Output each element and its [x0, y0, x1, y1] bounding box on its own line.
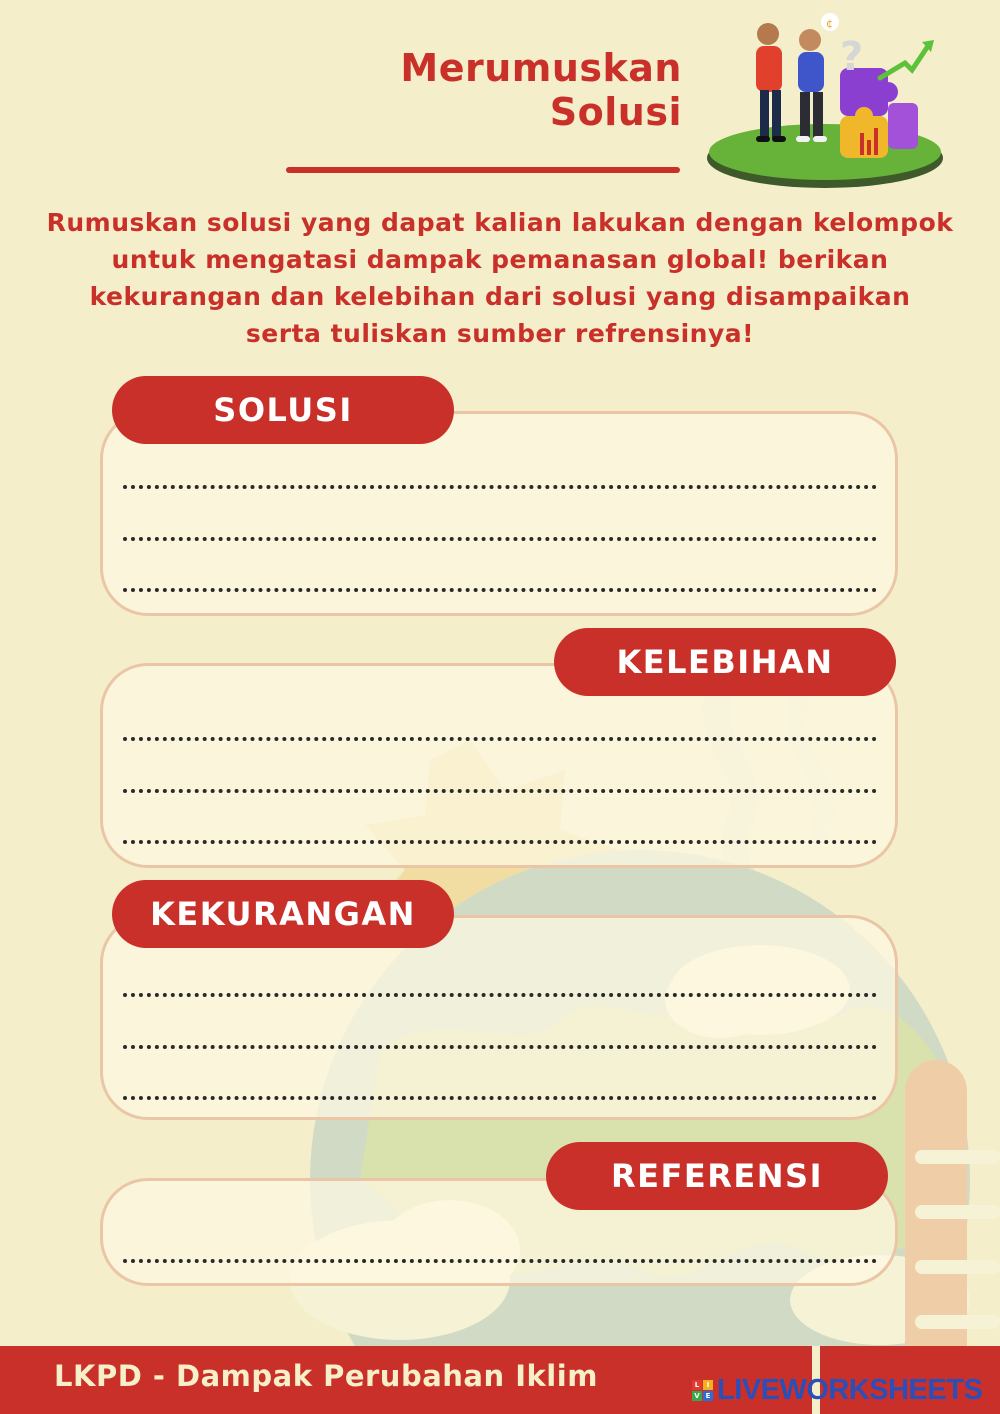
footer-text: LKPD - Dampak Perubahan Iklim — [54, 1359, 598, 1393]
kelebihan-answer-line-2[interactable] — [123, 789, 877, 793]
page-title — [400, 46, 682, 134]
svg-text:?: ? — [840, 34, 864, 80]
instructions — [40, 204, 960, 352]
kekurangan-label: KEKURANGAN — [112, 880, 454, 948]
liveworksheets-brand: LIVEWORKSHEETS — [717, 1374, 983, 1406]
kelebihan-answer-line-1[interactable] — [123, 737, 877, 741]
title-line-2: Solusi — [549, 90, 682, 134]
instructions-line-1: Rumuskan solusi yang dapat kalian lakukan dengan kelompok — [46, 208, 954, 237]
referensi-label: REFERENSI — [546, 1142, 888, 1210]
kelebihan-label: KELEBIHAN — [554, 628, 896, 696]
instructions-line-2: untuk mengatasi dampak pemanasan global! berikan — [111, 245, 889, 274]
solusi-answer-line-1[interactable] — [123, 485, 877, 489]
instructions-line-3: kekurangan dan kelebihan dari solusi yang disampaikan — [89, 282, 911, 311]
kekurangan-answer-line-3[interactable] — [123, 1096, 877, 1100]
svg-text:¢: ¢ — [826, 17, 833, 30]
solusi-label: SOLUSI — [112, 376, 454, 444]
kekurangan-answer-line-1[interactable] — [123, 993, 877, 997]
people-puzzle-icon — [700, 8, 950, 188]
liveworksheets-logo-icon: L I V E — [692, 1380, 713, 1401]
referensi-answer-line-1[interactable] — [123, 1259, 877, 1263]
title-underline — [286, 167, 680, 173]
liveworksheets-logo[interactable] — [692, 1374, 982, 1407]
instructions-line-4: serta tuliskan sumber refrensinya! — [245, 319, 755, 348]
kelebihan-answer-line-3[interactable] — [123, 840, 877, 844]
solusi-answer-line-2[interactable] — [123, 537, 877, 541]
solusi-answer-line-3[interactable] — [123, 588, 877, 592]
title-line-1: Merumuskan — [400, 46, 682, 90]
kekurangan-answer-line-2[interactable] — [123, 1045, 877, 1049]
